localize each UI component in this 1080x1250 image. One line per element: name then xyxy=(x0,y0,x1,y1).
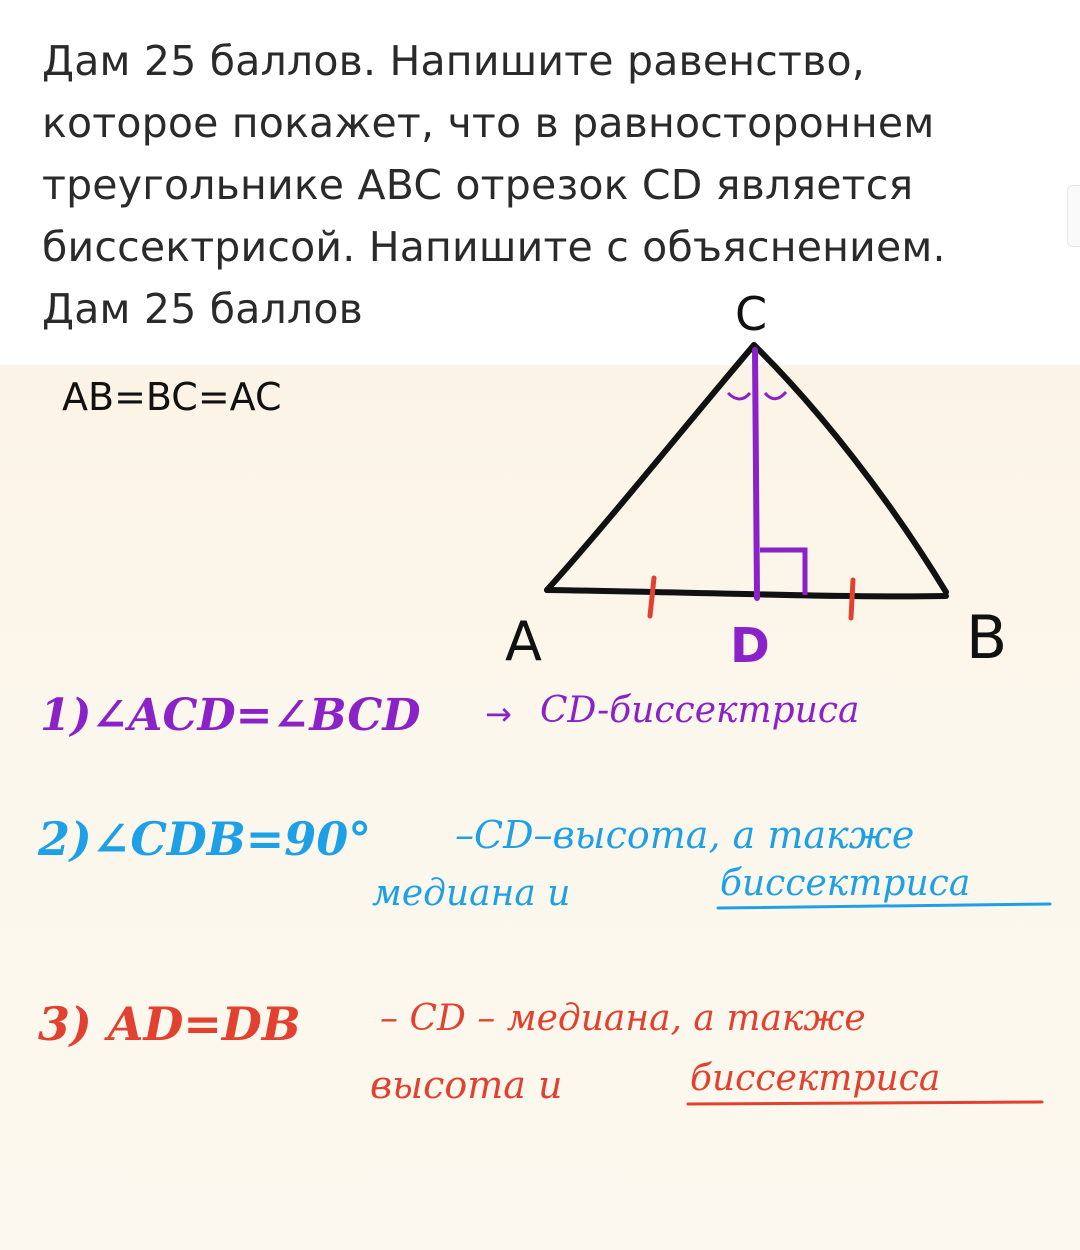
vertex-label-a: A xyxy=(505,610,542,673)
triangle-side-ab xyxy=(547,590,946,596)
given-equality: AB=BC=AC xyxy=(62,375,282,419)
question-line: Дам 25 баллов xyxy=(42,285,363,333)
step2-conclusion-line2a: медиана и xyxy=(372,873,571,914)
question-line: Дам 25 баллов. Напишите равенство, xyxy=(42,37,866,85)
segment-cd xyxy=(755,350,757,598)
step3-underline xyxy=(688,1102,1042,1104)
angle-arc-acd xyxy=(728,393,750,399)
triangle-side-ac xyxy=(547,345,754,590)
tick-mark-db xyxy=(851,580,853,618)
angle-arc-bcd xyxy=(765,392,786,399)
step3-formula: 3) AD=DB xyxy=(38,997,301,1051)
question-line: биссектрисой. Напишите с объяснением. xyxy=(42,223,946,271)
tick-mark-ad xyxy=(650,578,654,616)
question-line: треугольнике ABC отрезок CD является xyxy=(42,161,914,209)
vertex-label-d: D xyxy=(730,618,770,674)
step1-arrow: → xyxy=(485,695,512,733)
triangle-side-bc xyxy=(754,345,946,592)
right-angle-mark xyxy=(760,550,805,595)
step1-formula: 1)∠ACD=∠BCD xyxy=(40,690,421,741)
step3-conclusion-line1: – CD – медиана, а также xyxy=(380,998,866,1039)
step2-conclusion-line2b: биссектриса xyxy=(720,863,971,904)
vertex-label-b: B xyxy=(966,603,1008,673)
question-line: которое покажет, что в равностороннем xyxy=(42,99,935,147)
step1-conclusion: CD-биссектриса xyxy=(540,690,860,731)
step2-formula: 2)∠CDB=90° xyxy=(38,812,372,866)
vertex-label-c: C xyxy=(735,287,768,341)
step2-underline xyxy=(718,904,1050,908)
step3-conclusion-line2a: высота и xyxy=(370,1063,563,1107)
step2-conclusion-line1: –CD–высота, а также xyxy=(455,813,915,857)
step3-conclusion-line2b: биссектриса xyxy=(690,1058,941,1099)
